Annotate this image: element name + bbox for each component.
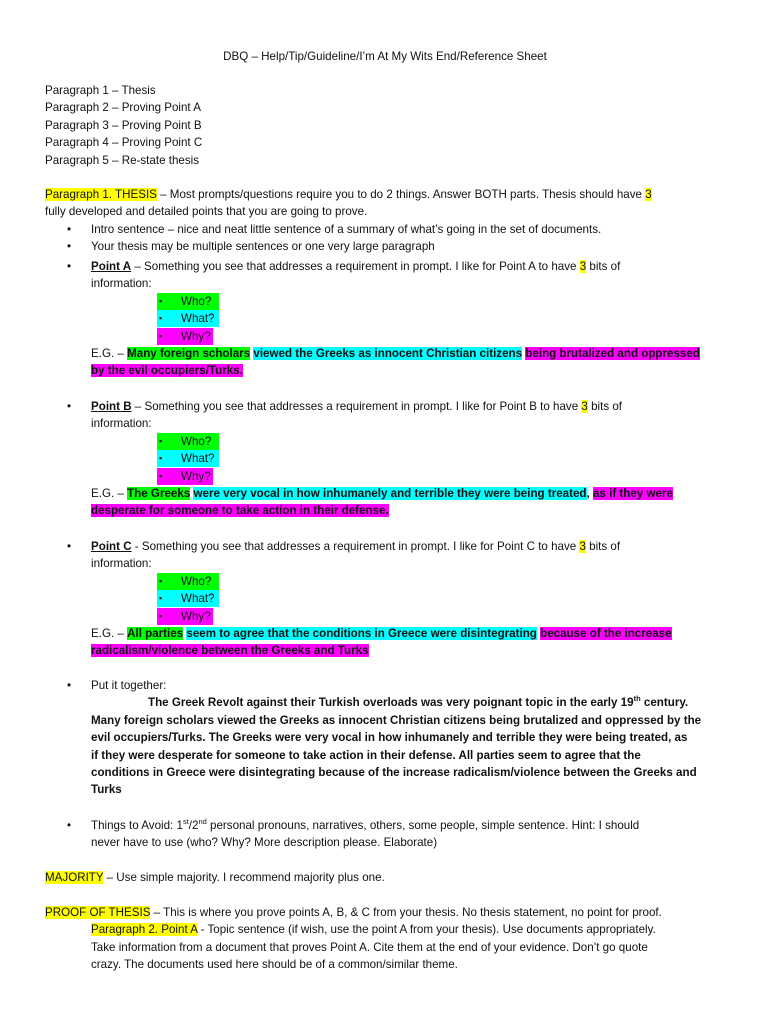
bullet-icon: •: [67, 540, 72, 553]
majority-section: MAJORITY – Use simple majority. I recommend majority plus one.: [45, 871, 385, 884]
thesis-three: 3: [645, 188, 652, 201]
thesis-section: [45, 186, 730, 256]
square-bullet-icon: ▪: [159, 330, 163, 341]
put-together-section: • Put it together: The Greek Revolt against their Turkish overloads was very poignant topic in the early 19th century. Many foreign scholars viewed the Greeks as innocent Christian citizens being brutalized and oppressed by the evil occupiers/Turks. The Greeks were very vocal in how inhumanely and terrible they were being treated, as if they were desperate for someone to take action in their defense. All parties seem to agree that the conditions in Greece were disintegrating because of the increase radicalism/violence between the Greeks and Turks: [67, 679, 702, 797]
point-b-label: Point B: [91, 400, 132, 413]
square-bullet-icon: ▪: [159, 470, 163, 481]
thesis-text: – Most prompts/questions require you to do 2 things. Answer BOTH parts. Thesis should have: [156, 188, 646, 201]
why-item: ▪ Why?: [45, 328, 730, 345]
thesis-label: Paragraph 1. THESIS: [45, 188, 157, 201]
outline-item: Paragraph 3 – Proving Point B: [45, 118, 202, 132]
point-c-section: • Point C - Something you see that addresses a requirement in prompt. I like for Point C to have 3 bits of information: ▪ Who? ▪ What? ▪ Why? E.G. – All parties seem to agree that the conditions in Greece were disintegrating because of the increase radicalism/violence between the Greeks and Turks: [45, 538, 730, 660]
point-c-example: E.G. – All parties seem to agree that the conditions in Greece were disintegrating because of the increase: [91, 626, 672, 640]
paragraph-outline: [45, 82, 730, 169]
point-a-section: • Point A – Something you see that addresses a requirement in prompt. I like for Point A to have 3 bits of information: ▪ Who? ▪ What? ▪ Why? E.G. – Many foreign scholars viewed the Greeks as innocent Christian citizens being brutalized and oppressed by the evil occupiers/Turks.: [45, 258, 730, 380]
majority-label: MAJORITY: [45, 871, 104, 884]
square-bullet-icon: ▪: [159, 453, 163, 464]
bullet-icon: •: [67, 240, 72, 254]
who-item: ▪ Who?: [45, 293, 730, 310]
paragraph-2-label: Paragraph 2. Point A: [91, 923, 198, 937]
why-item: ▪ Why?: [45, 468, 730, 485]
proof-section: PROOF OF THESIS – This is where you prove points A, B, & C from your thesis. No thesis statement, no point for proof. Paragraph 2. Point A - Topic sentence (if wish, use the point A from your thesis). Use documents appropriately. Take information from a document that proves Point A. Cite them at the end of your evidence. Don’t go quote crazy. The documents used here should be of a common/similar theme.: [45, 906, 662, 972]
point-c-label: Point C: [91, 540, 132, 553]
square-bullet-icon: ▪: [159, 295, 163, 306]
point-a-example-cont: by the evil occupiers/Turks.: [91, 364, 243, 378]
square-bullet-icon: ▪: [159, 575, 163, 586]
thesis-bullet: • Intro sentence – nice and neat little sentence of a summary of what’s going in the set of documents.: [45, 221, 730, 238]
why-item: ▪ Why?: [45, 608, 730, 625]
point-b-example: E.G. – The Greeks were very vocal in how inhumanely and terrible they were being treated, as if they were: [91, 486, 673, 500]
bullet-icon: •: [67, 679, 72, 692]
avoid-section: • Things to Avoid: 1st/2nd personal pronouns, narratives, others, some people, simple sentence. Hint: I should never have to use (who? Why? More description please. Elaborate): [67, 817, 640, 850]
point-b-example-cont: desperate for someone to take action in their defense.: [91, 504, 389, 518]
outline-item: Paragraph 5 – Re-state thesis: [45, 153, 200, 167]
square-bullet-icon: ▪: [159, 313, 163, 324]
page-title: DBQ – Help/Tip/Guideline/I’m At My Wits End/Reference Sheet: [223, 50, 547, 63]
point-a-label: Point A: [91, 260, 132, 273]
outline-item: Paragraph 2 – Proving Point A: [45, 101, 201, 115]
bullet-icon: •: [67, 222, 72, 236]
outline-item: Paragraph 1 – Thesis: [45, 84, 156, 97]
who-item: ▪ Who?: [45, 573, 730, 590]
outline-item: Paragraph 4 – Proving Point C: [45, 136, 203, 150]
what-item: ▪ What?: [45, 450, 730, 467]
bullet-icon: •: [67, 819, 72, 832]
thesis-text-cont: fully developed and detailed points that you are going to prove.: [45, 205, 368, 219]
bullet-icon: •: [67, 400, 72, 413]
square-bullet-icon: ▪: [159, 593, 163, 604]
square-bullet-icon: ▪: [159, 610, 163, 621]
thesis-bullet: • Your thesis may be multiple sentences or one very large paragraph: [45, 238, 730, 255]
bullet-icon: •: [67, 260, 72, 273]
square-bullet-icon: ▪: [159, 435, 163, 446]
point-a-example: E.G. – Many foreign scholars viewed the Greeks as innocent Christian citizens being brutalized and oppressed: [91, 346, 700, 360]
what-item: ▪ What?: [45, 310, 730, 327]
point-c-example-cont: radicalism/violence between the Greeks and Turks: [91, 644, 369, 658]
proof-label: PROOF OF THESIS: [45, 906, 151, 919]
what-item: ▪ What?: [45, 590, 730, 607]
point-b-section: • Point B – Something you see that addresses a requirement in prompt. I like for Point B to have 3 bits of information: ▪ Who? ▪ What? ▪ Why? E.G. – The Greeks were very vocal in how inhumanely and terrible they were being treated, as if they were desperate for someone to take action in their defense.: [45, 398, 730, 520]
who-item: ▪ Who?: [45, 433, 730, 450]
